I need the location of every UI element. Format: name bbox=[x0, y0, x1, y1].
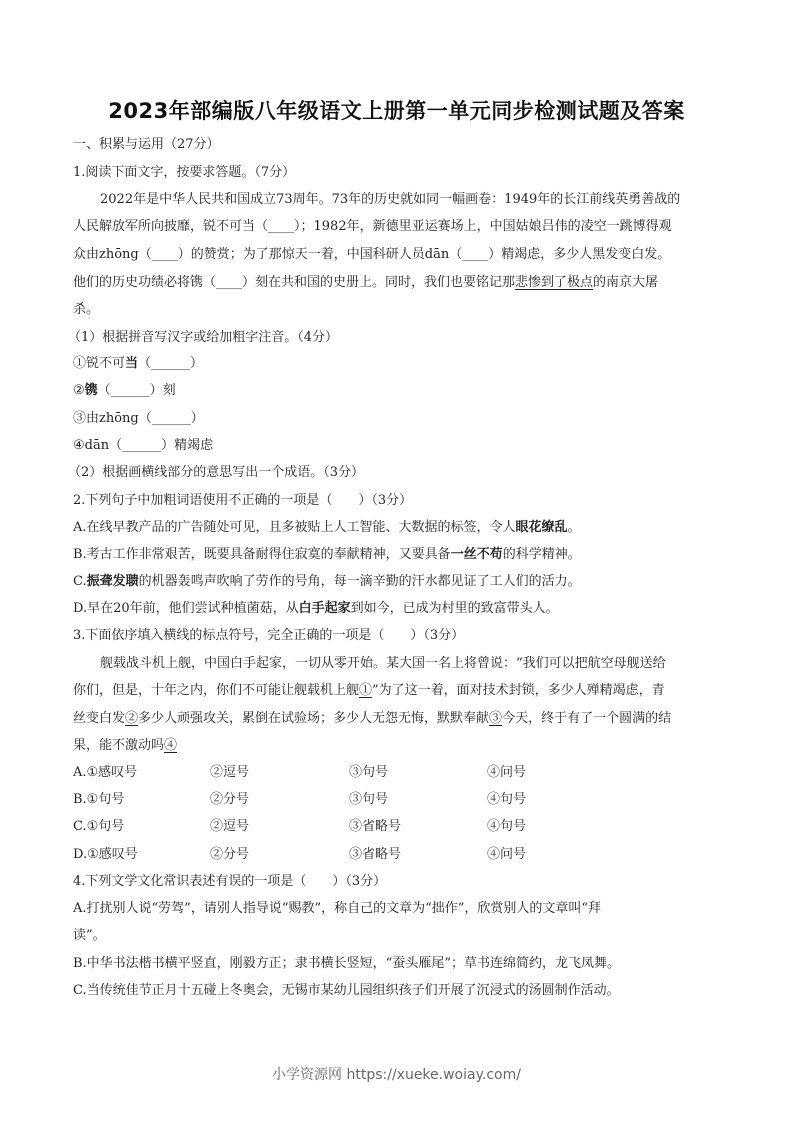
q3-stem: 3.下面依序填入横线的标点符号，完全正确的一项是（ ）（3分） bbox=[73, 628, 465, 643]
q1-item: ③由zhōng（______） bbox=[73, 411, 204, 426]
q3-passage-line bbox=[73, 737, 177, 755]
q3-option-b-1: B.①句号 bbox=[73, 792, 125, 807]
q3-option-d-4: ④问号 bbox=[487, 847, 527, 862]
q1-part1: （1）根据拼音写汉字或给加粗字注音。（4分） bbox=[68, 330, 339, 345]
passage-text: 今天，终于有了一个圆满的结 bbox=[502, 711, 672, 726]
option-text: 。 bbox=[567, 520, 581, 535]
passage-text: 你们，但是，十年之内，你们不可能让舰载机上舰 bbox=[73, 683, 360, 698]
q1-passage-line bbox=[73, 274, 658, 292]
document-title: 2023年部编版八年级语文上册第一单元同步检测试题及答案 bbox=[108, 99, 685, 123]
q1-passage-line: 2022年是中华人民共和国成立73周年。73年的历史就如同一幅画卷：1949年的长江前线英勇善战的 bbox=[100, 192, 681, 207]
q3-option-c-3: ③省略号 bbox=[349, 819, 402, 834]
q1-passage-line: 众由zhōng（____）的赞赏；为了那惊天一着，中国科研人员dān（____）精竭虑，多少人黑发变白发。 bbox=[73, 247, 671, 262]
blank-marker: ② bbox=[125, 711, 139, 726]
blank-marker: ① bbox=[359, 683, 373, 698]
q3-option-d-3: ③省略号 bbox=[349, 847, 402, 862]
q1-passage-text: 他们的历史功绩必将镌（____）刻在共和国的史册上。同时，我们也要铭记那 bbox=[73, 275, 516, 290]
bold-phrase: 白手起家 bbox=[298, 601, 351, 616]
section-heading: 一、积累与运用（27分） bbox=[73, 137, 220, 152]
passage-text: 多少人顽强攻关，累倒在试验场；多少人无怨无悔，默默奉献 bbox=[138, 711, 490, 726]
q2-option bbox=[73, 600, 559, 618]
q2-stem: 2.下列句子中加粗词语使用不正确的一项是（ ）（3分） bbox=[73, 493, 413, 508]
q2-option bbox=[73, 546, 581, 564]
q3-option-d-2: ②分号 bbox=[210, 847, 250, 862]
item-text: ①锐不可 bbox=[73, 356, 126, 371]
item-text: ② bbox=[73, 383, 85, 398]
option-text: 到如今，已成为村里的致富带头人。 bbox=[350, 601, 559, 616]
bold-phrase: 一丝不苟 bbox=[450, 547, 503, 562]
q1-passage-line: 杀。 bbox=[73, 302, 100, 317]
bold-char: 当 bbox=[125, 356, 139, 371]
footer-watermark: 小学资源网 https://xueke.woiay.com/ bbox=[272, 1067, 521, 1083]
answer-blank: （______） bbox=[138, 356, 204, 371]
q1-passage-line: 人民解放军所向披靡，锐不可当（____）；1982年，新德里亚运赛场上，中国姑娘吕伟的凌空一跳博得观 bbox=[73, 219, 672, 234]
q3-option-a-1: A.①感叹号 bbox=[73, 765, 138, 780]
option-text: D.早在20年前，他们尝试种植菌菇，从 bbox=[73, 601, 299, 616]
q4-stem: 4.下列文学文化常识表述有误的一项是（ ）（3分） bbox=[73, 874, 387, 889]
q3-passage-line: 舰载战斗机上舰，中国白手起家，一切从零开始。某大国一名上将曾说：“我们可以把航空母舰送给 bbox=[100, 656, 666, 671]
passage-text: 果，能不激动吗 bbox=[73, 738, 165, 753]
option-text: A.在线早教产品的广告随处可见，且多被贴上人工智能、大数据的标签，令人 bbox=[73, 520, 516, 535]
q3-passage-line bbox=[73, 682, 665, 700]
q1-passage-text: 的南京大屠 bbox=[593, 275, 659, 290]
q3-option-a-4: ④问号 bbox=[487, 765, 527, 780]
q2-option bbox=[73, 573, 581, 591]
q1-item: ④dān（______）精竭虑 bbox=[73, 438, 214, 453]
blank-marker: ④ bbox=[164, 738, 178, 753]
option-text: 的机器轰鸣声吹响了劳作的号角，每一滴辛勤的汗水都见证了工人们的活力。 bbox=[138, 574, 581, 589]
q2-option bbox=[73, 519, 581, 537]
q4-option-continued: 读”。 bbox=[73, 928, 106, 943]
q3-option-c-4: ④句号 bbox=[487, 819, 527, 834]
passage-text: 丝变白发 bbox=[73, 711, 126, 726]
option-text: B.考古工作非常艰苦，既要具备耐得住寂寞的奉献精神，又要具备 bbox=[73, 547, 451, 562]
q3-option-a-3: ③句号 bbox=[349, 765, 389, 780]
passage-text: ”为了这一着，面对技术封锁，多少人殚精竭虑，青 bbox=[372, 683, 665, 698]
q1-item bbox=[73, 382, 176, 400]
q3-option-c-2: ②逗号 bbox=[210, 819, 250, 834]
bold-phrase: 眼花缭乱 bbox=[515, 520, 568, 535]
q1-item bbox=[73, 355, 203, 373]
bold-char: 镌 bbox=[84, 383, 98, 398]
q3-option-a-2: ②逗号 bbox=[210, 765, 250, 780]
option-text: C. bbox=[73, 574, 87, 589]
q3-passage-line bbox=[73, 710, 671, 728]
option-text: 的科学精神。 bbox=[502, 547, 581, 562]
q3-option-b-3: ③句号 bbox=[349, 792, 389, 807]
q4-option: C.当传统佳节正月十五碰上冬奥会，无锡市某幼儿园组织孩子们开展了沉浸式的汤圆制作活动。 bbox=[73, 983, 620, 998]
q1-stem: 1.阅读下面文字，按要求答题。（7分） bbox=[73, 165, 296, 180]
bold-phrase: 振聋发聩 bbox=[86, 574, 139, 589]
q1-part2: （2）根据画横线部分的意思写出一个成语。（3分） bbox=[68, 465, 365, 480]
q3-option-b-2: ②分号 bbox=[210, 792, 250, 807]
q3-option-b-4: ④句号 bbox=[487, 792, 527, 807]
q4-option: B.中华书法楷书横平竖直，刚毅方正；隶书横长竖短，“蚕头雁尾”；草书连绵简约，龙飞凤舞。 bbox=[73, 956, 620, 971]
q3-option-d-1: D.①感叹号 bbox=[73, 847, 138, 862]
underlined-phrase: 悲惨到了极点 bbox=[515, 275, 594, 290]
blank-marker: ③ bbox=[489, 711, 503, 726]
q4-option: A.打扰别人说“劳驾”，请别人指导说“赐教”，称自己的文章为“拙作”，欣赏别人的文章叫“拜 bbox=[73, 901, 602, 916]
q3-option-c-1: C.①句号 bbox=[73, 819, 125, 834]
answer-blank: （______）刻 bbox=[97, 383, 176, 398]
